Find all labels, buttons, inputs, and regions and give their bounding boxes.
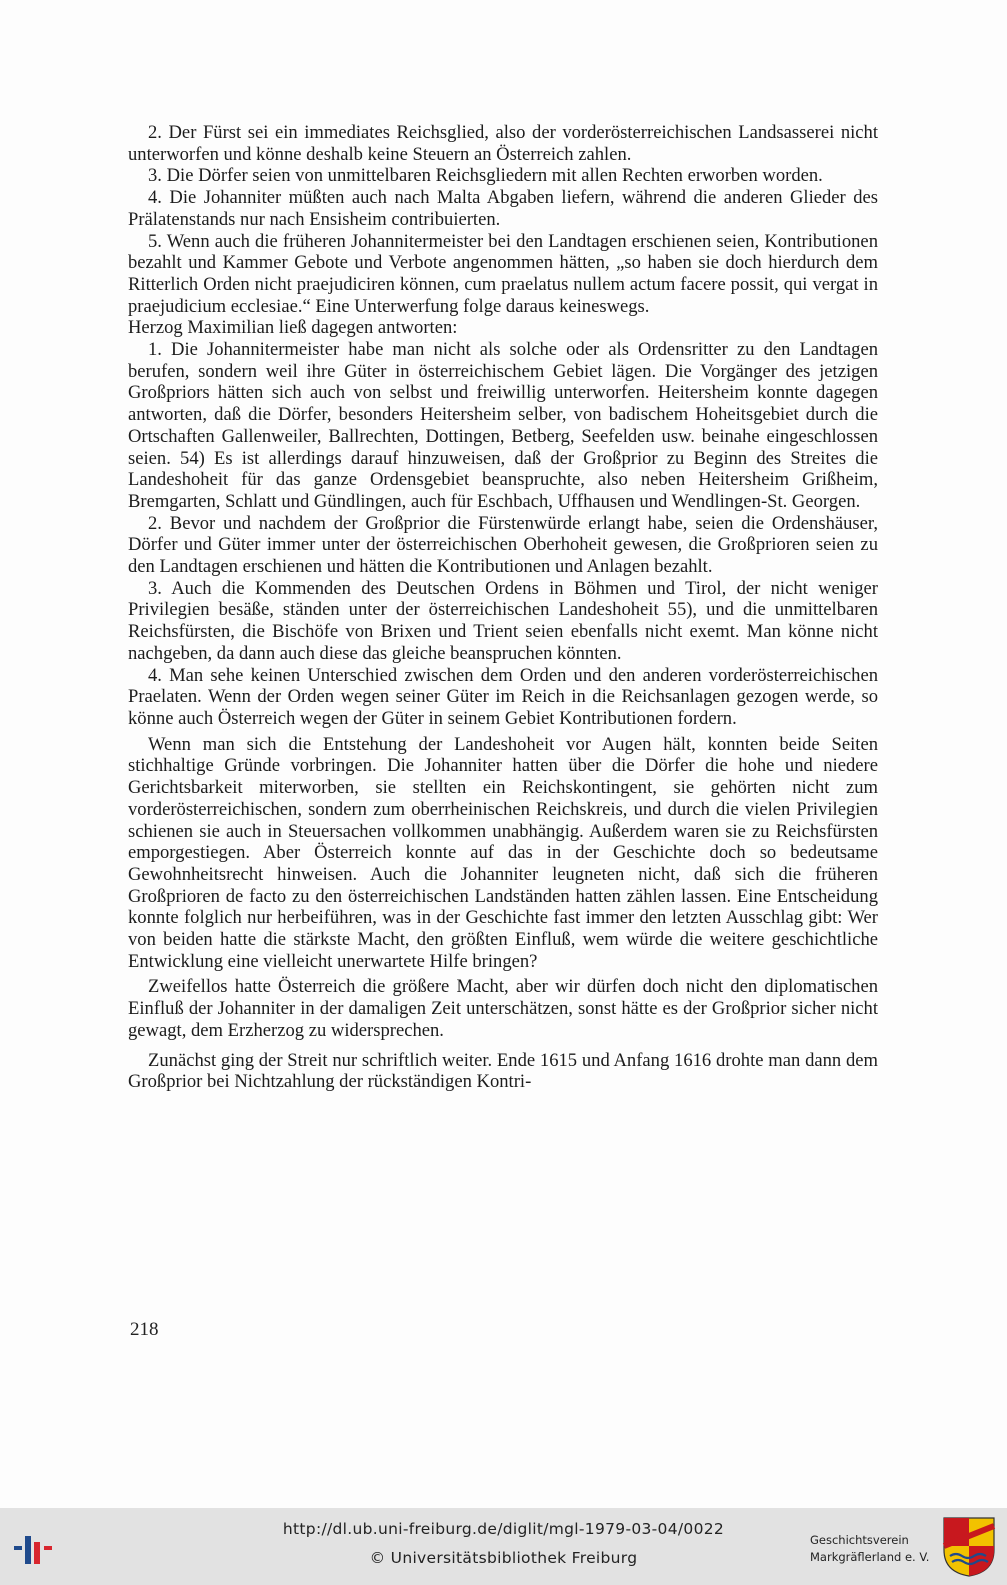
paragraph: Herzog Maximilian ließ dagegen antworten: — [128, 317, 458, 339]
footer-url-link[interactable]: http://dl.ub.uni-freiburg.de/diglit/mgl-1979-03-04/0022 — [282, 1520, 725, 1538]
footer-bar — [0, 1508, 1007, 1585]
page-number: 218 — [130, 1319, 159, 1340]
society-line-2: Markgräflerland e. V. — [810, 1550, 930, 1564]
body-text — [128, 122, 878, 1093]
society-line-1: Geschichtsverein — [810, 1533, 909, 1547]
footer-copyright: © Universitätsbibliothek Freiburg — [369, 1549, 638, 1567]
coat-of-arms-icon[interactable] — [942, 1516, 996, 1578]
paragraph: 4. Man sehe keinen Unterschied zwischen dem Orden und den anderen vorderösterreichischen Praelaten. Wenn der Orden wegen seiner Güter im Reich in die Reichsanlagen gezogen werde, so könne auch Österreich wegen der Güter in seinem Gebiet Kontributionen fordern. — [128, 664, 878, 729]
paragraph: Wenn man sich die Entstehung der Landeshoheit vor Augen hält, konnten beide Seiten stichhaltige Gründe vorbringen. Die Johanniter hatten über die Dörfer die hohe und niedere Gerichtsbarkeit miterworben, sie stellten ein Reichskontingent, sie gehörten nicht zum vorderösterreichischen, sondern zum oberrheinischen Reichskreis, und durch die vielen Privilegien schienen sie auch in Steuersachen vollkommen unabhängig. Außerdem waren sie zu Reichsfürsten emporgestiegen. Aber Österreich konnte auf das in der Geschichte doch so bedeutsame Gewohnheitsrecht hinweisen. Auch die Johanniter leugneten nicht, daß sich die früheren Großprioren de facto zu den österreichischen Landständen hatten zählen lassen. Eine Entscheidung konnte folglich nur herbeiführen, was in der Geschichte fast immer den letzten Ausschlag gibt: Wer von beiden hatte die stärkste Macht, den größten Einfluß, wem würde die weitere geschichtliche Entwicklung eine vielleicht unerwartete Hilfe bringen? — [128, 733, 878, 972]
paragraph: 4. Die Johanniter müßten auch nach Malta Abgaben liefern, während die anderen Glieder des Prälatenstands nur nach Ensisheim contribuierten. — [128, 187, 878, 230]
paragraph: Zweifellos hatte Österreich die größere Macht, aber wir dürfen doch nicht den diplomatischen Einfluß der Johanniter in der damaligen Zeit unterschätzen, sonst hätte es der Großprior sicher nicht gewagt, dem Erzherzog zu widersprechen. — [128, 976, 878, 1041]
paragraph: Zunächst ging der Streit nur schriftlich weiter. Ende 1615 und Anfang 1616 drohte man dann dem Großprior bei Nichtzahlung der rückständigen Kontri- — [128, 1049, 878, 1093]
society-name — [810, 1532, 935, 1566]
paragraph: 3. Auch die Kommenden des Deutschen Ordens in Böhmen und Tirol, der nicht weniger Privilegien besäße, ständen unter der österreichischen Landeshoheit 55), und die unmittelbaren Reichsfürsten, die Bischöfe von Brixen und Trient seien ebenfalls nicht exemt. Man könne nicht nachgeben, da dann auch diese das gleiche beanspruchen könnten. — [128, 577, 878, 664]
paragraph: 1. Die Johannitermeister habe man nicht als solche oder als Ordensritter zu den Landtagen berufen, sondern weil ihre Güter in österreichischem Gebiet lägen. Die Vorgänger des jetzigen Großpriors hätten sich auch von selbst und freiwillig unterworfen. Heitersheim konnte dagegen antworten, daß die Dörfer, besonders Heitersheim selber, von badischem Hoheitsgebiet durch die Ortschaften Gallenweiler, Ballrechten, Dottingen, Betberg, Seefelden usw. beinahe eingeschlossen seien. 54) Es ist allerdings darauf hinzuweisen, daß der Großprior zu Beginn des Streites die Landeshoheit für das ganze Ordensgebiet beanspruchte, also neben Heitersheim Grißheim, Bremgarten, Schlatt und Gündlingen, auch für Eschbach, Uffhausen und Wendlingen-St. Georgen. — [128, 339, 878, 512]
paragraph: 5. Wenn auch die früheren Johannitermeister bei den Landtagen erschienen seien, Kontributionen bezahlt und Kammer Gebote und Verbote angenommen hätten, „so haben sie doch hierdurch dem Ritterlich Orden nicht praejudiciren können, cum praelatus nullem actum facere possit, qui vergat in praejudicium ecclesiae.“ Eine Unterwerfung folge daraus keineswegs. — [128, 230, 878, 317]
paragraph: 2. Bevor und nachdem der Großprior die Fürstenwürde erlangt habe, seien die Ordenshäuser, Dörfer und Güter immer unter der österreichischen Oberhoheit gewesen, die Großprioren seien zu den Landtagen erschienen und hätten die Kontributionen und Anlagen bezahlt. — [128, 512, 878, 578]
paragraph: 2. Der Fürst sei ein immediates Reichsglied, also der vorderösterreichischen Landsasserei nicht unterworfen und könne deshalb keine Steuern an Österreich zahlen. — [128, 122, 878, 165]
paragraph: 3. Die Dörfer seien von unmittelbaren Reichsgliedern mit allen Rechten erworben worden. — [148, 165, 823, 187]
